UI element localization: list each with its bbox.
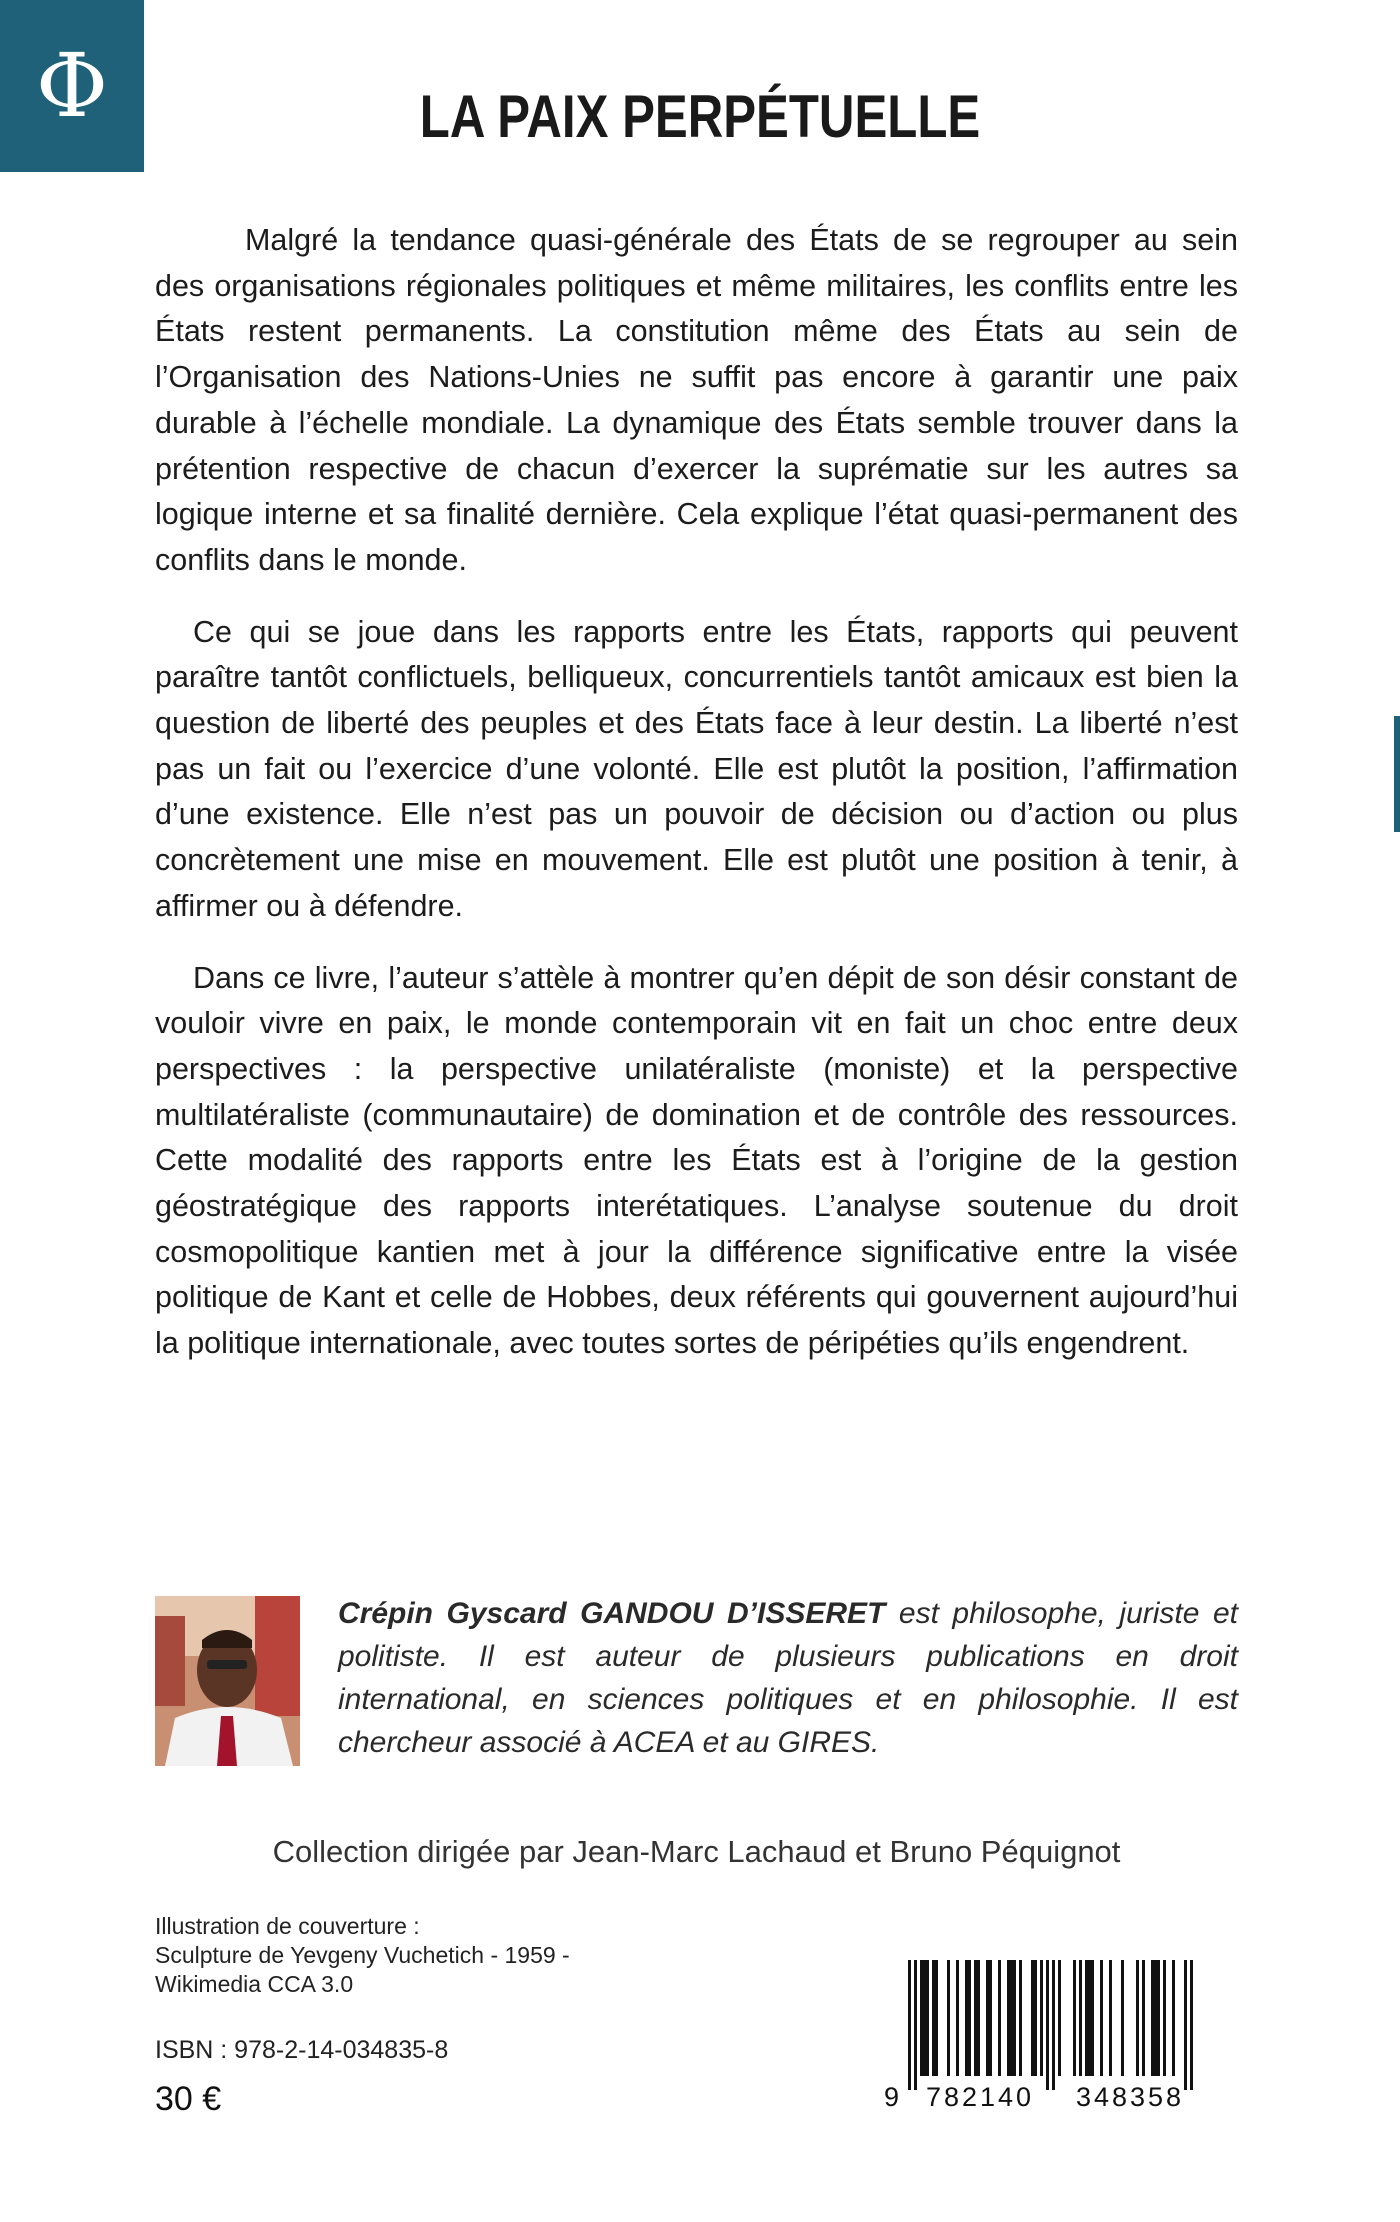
barcode-bar (1142, 1960, 1145, 2076)
barcode-bar (1007, 1960, 1010, 2076)
barcode-bar (947, 1960, 950, 2076)
isbn: ISBN : 978-2-14-034835-8 (155, 2036, 449, 2064)
blurb-paragraph-1: Malgré la tendance quasi-générale des États de se regrouper au sein des organisations régionales politiques et même militaires, les conflits entre les États restent permanents. La constitution même des États au sein de l’Organisation des Nations-Unies ne suffit pas encore à garantir une paix durable à l’échelle mondiale. La dynamique des États semble trouver dans la prétention respective de chacun d’exercer la suprématie sur les autres sa logique interne et sa finalité dernière. Cela explique l’état quasi-permanent des conflits dans le monde. (155, 223, 1238, 577)
barcode-bar (914, 1960, 917, 2090)
price: 30 € (155, 2080, 222, 2118)
publisher-logo (0, 0, 144, 172)
barcode-bar (1019, 1960, 1022, 2076)
barcode-bar (1163, 1960, 1166, 2076)
barcode-bar (1079, 1960, 1082, 2076)
author-bio-text: est philosophe, juriste et politiste. Il est auteur de plusieurs publications en droit international, en sciences politiques et en philosophie. Il est chercheur associé à ACEA et au GIRES. (338, 1597, 1238, 1759)
barcode-bar (1058, 1960, 1061, 2076)
barcode-bar (1013, 1960, 1016, 2076)
barcode (880, 1960, 1222, 2110)
barcode-bar (1010, 1960, 1013, 2076)
barcode-bar (956, 1960, 959, 2076)
barcode-bar (935, 1960, 938, 2076)
barcode-bar (1031, 1960, 1034, 2076)
barcode-bar (1091, 1960, 1094, 2076)
barcode-bar (986, 1960, 989, 2076)
cover-credits (155, 1912, 655, 1999)
barcode-bar (1136, 1960, 1139, 2076)
barcode-bar (1085, 1960, 1088, 2076)
barcode-bar (989, 1960, 992, 2076)
credits-line-1: Illustration de couverture : (155, 1913, 420, 1939)
author-portrait-illustration (155, 1596, 300, 1766)
barcode-bar (1172, 1960, 1175, 2076)
author-name: Crépin Gyscard GANDOU D’ISSERET (338, 1597, 886, 1630)
barcode-left-group: 782140 (925, 2082, 1035, 2110)
barcode-bar (1151, 1960, 1154, 2076)
barcode-bar (998, 1960, 1001, 2076)
barcode-bar (908, 1960, 911, 2090)
blurb-paragraph-2: Ce qui se joue dans les rapports entre les États, rapports qui peuvent paraître tantôt conflictuels, belliqueux, concurrentiels tantôt amicaux est bien la question de liberté des peuples et des États face à leur destin. La liberté n’est pas un fait ou l’exercice d’une volonté. Elle est plutôt la position, l’affirmation d’une existence. Elle n’est pas un pouvoir de décision ou d’action ou plus concrètement une mise en mouvement. Elle est plutôt une position à tenir, à affirmer ou à défendre. (155, 614, 1238, 923)
barcode-bar (974, 1960, 977, 2076)
barcode-bar (1190, 1960, 1193, 2090)
barcode-bar (1121, 1960, 1124, 2076)
barcode-bar (965, 1960, 968, 2076)
barcode-bar (968, 1960, 971, 2076)
barcode-bar (1046, 1960, 1049, 2090)
barcode-right-group: 348358 (1075, 2082, 1185, 2110)
back-cover-blurb (155, 218, 1238, 1393)
barcode-bar (1073, 1960, 1076, 2076)
phi-icon: Φ (35, 34, 109, 137)
collection-line: Collection dirigée par Jean-Marc Lachaud et Bruno Péquignot (272, 1834, 1121, 1869)
spine-marker (1394, 716, 1400, 832)
credits-line-2: Sculpture de Yevgeny Vuchetich - 1959 - (155, 1942, 570, 1968)
barcode-bar (1100, 1960, 1103, 2076)
barcode-bar (923, 1960, 926, 2076)
barcode-bar (1088, 1960, 1091, 2076)
barcode-first-digit: 9 (884, 2082, 900, 2110)
barcode-bar (1040, 1960, 1043, 2076)
barcode-bars (908, 1960, 1193, 2090)
barcode-bar (1052, 1960, 1055, 2090)
barcode-bar (932, 1960, 935, 2076)
barcode-bar (1034, 1960, 1037, 2076)
barcode-bar (1109, 1960, 1112, 2076)
barcode-bar (920, 1960, 923, 2076)
barcode-bar (1154, 1960, 1157, 2076)
barcode-bar (926, 1960, 929, 2076)
credits-line-3: Wikimedia CCA 3.0 (155, 1971, 354, 1997)
book-title: LA PAIX PERPÉTUELLE (419, 83, 981, 150)
author-photo (155, 1596, 300, 1766)
barcode-bar (1157, 1960, 1160, 2076)
barcode-bar (1184, 1960, 1187, 2090)
author-bio (338, 1592, 1238, 1764)
blurb-paragraph-3: Dans ce livre, l’auteur s’attèle à montrer qu’en dépit de son désir constant de vouloir vivre en paix, le monde contemporain vit en fait un choc entre deux perspectives : la perspective unilatéraliste (moniste) et la perspective multilatéraliste (communautaire) de domination et de contrôle des ressources. Cette modalité des rapports entre les États est à l’origine de la gestion géostratégique des rapports interétatiques. L’analyse soutenue du droit cosmopolitique kantien met à jour la différence significative entre la visée politique de Kant et celle de Hobbes, deux référents qui gouvernent aujourd’hui la politique internationale, avec toutes sortes de péripéties qu’ils engendrent. (155, 960, 1238, 1361)
barcode-bar (977, 1960, 980, 2076)
